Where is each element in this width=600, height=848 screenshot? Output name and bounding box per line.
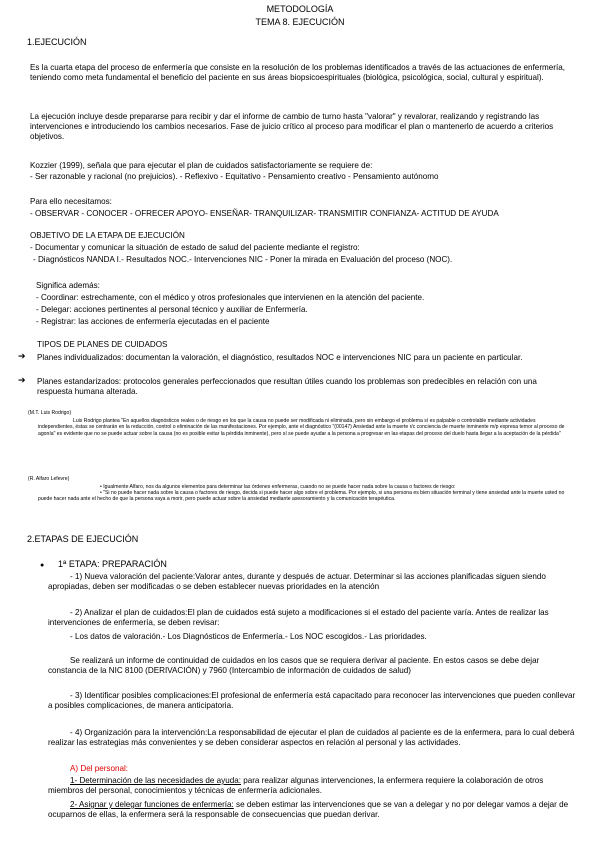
etapa1-heading: 1ª ETAPA: PREPARACIÓN [58, 559, 167, 569]
doc-title: METODOLOGÍA [266, 4, 334, 14]
personal-item-2 [48, 800, 576, 820]
kozzier-line: Kozzier (1999), señala que para ejecutar el plan de cuidados satisfactoriamente se requiere de: [30, 161, 373, 170]
kozzier-items: - Ser razonable y racional (no prejuicios). - Reflexivo - Equitativo - Pensamiento creativo - Pensamiento autónomo [30, 172, 439, 181]
significa-item-3: - Registrar: las acciones de enfermería ejecutadas en el paciente [36, 317, 270, 326]
step-4: - 4) Organización para la intervención:La responsabilidad de ejecutar el plan de cuidados al paciente es de la enfermera, para lo cual deberá realizar las estrategias más convenientes y se deben considerar aspectos en relación al personal y las actividades. [48, 728, 575, 748]
personal-heading: A) Del personal: [70, 764, 129, 773]
quote2-line-1: • Igualmente Alfaro, nos da algunos elementos para determinar las órdenes enfermeras, cuando no se puede hacer nada sobre la causa o factores de riesgo: [100, 484, 456, 490]
objective-line-2: - Diagnósticos NANDA I.- Resultados NOC.- Intervenciones NIC - Poner la mirada en Evaluación del proceso (NOC). [33, 255, 453, 264]
significa-item-2: - Delegar: acciones pertinentes al personal técnico y auxiliar de Enfermería. [36, 305, 308, 314]
quote2-line-2: • "Si no puede hacer nada sobre la causa o factores de riesgo, decida si puede hacer algo sobre el problema. Por ejemplo, si una persona es bien situación terminal y tiene ansiedad ante la muerte usted no puede hacer nada ante el hecho de que la persona vaya a morir, pero puede actuar sobre la ansiedad mediante asesoramiento y la comunicación terapéutica. [38, 490, 565, 503]
personal-item-2-label: 2- Asignar y delegar funciones de enfermería: [70, 800, 234, 809]
bullet-icon: ● [40, 562, 45, 569]
ejecucion-paragraph: La ejecución incluye desde prepararse para recibir y dar el informe de cambio de turno hasta "valorar" y revalorar, realizando y registrando las intervenciones e introduciendo los cambios necesarios. Fase de juicio crítico al proceso para modificar el plan o mantenerlo de acuerdo a criterios objetivos. [30, 112, 554, 142]
step-1: - 1) Nueva valoración del paciente:Valorar antes, durante y después de actuar. Determinar si las acciones planificadas siguen siendo apropiadas, deben ser modificadas o se deben establecer nuevas prioridades en la atención [48, 572, 546, 592]
personal-item-1-label: 1- Determinación de las necesidades de ayuda: [70, 776, 241, 785]
personal-item-1 [48, 776, 576, 796]
step-2: - 2) Analizar el plan de cuidados:El plan de cuidados está sujeto a modificaciones si el estado del paciente varía. Antes de realizar las intervenciones de enfermería, se deben revisar: [48, 608, 549, 628]
needs-items: - OBSERVAR - CONOCER - OFRECER APOYO- ENSEÑAR- TRANQUILIZAR- TRANSMITIR CONFIANZA- ACTITUD DE AYUDA [30, 209, 499, 218]
informe-continuidad: Se realizará un informe de continuidad de cuidados en los casos que se requiera derivar al paciente. En estos casos se debe dejar constancia de la NIC 8100 (DERIVACIÓN) y 7960 (Intercambio de información de cuidados de salud) [48, 656, 540, 676]
arrow-icon: ➔ [18, 375, 26, 385]
objective-line-1: - Documentar y comunicar la situación de estado de salud del paciente mediante el registro: [30, 243, 360, 252]
tipo-estandarizado: Planes estandarizados: protocolos generales perfeccionados que resultan útiles cuando los problemas son predecibles en relación con una respuesta humana alterada. [37, 377, 537, 397]
arrow-icon: ➔ [18, 351, 26, 361]
doc-subtitle: TEMA 8. EJECUCIÓN [255, 17, 345, 27]
section1-heading: 1.EJECUCIÓN [27, 37, 87, 47]
objective-heading: OBJETIVO DE LA ETAPA DE EJECUCIÓN [30, 231, 185, 240]
tipo-individualizado: Planes individualizados: documentan la valoración, el diagnóstico, resultados NOC e intervenciones NIC para un paciente en particular. [37, 353, 523, 362]
significa-heading: Significa además: [36, 281, 100, 290]
quote2-author: (R. Alfaro Lefevre) [28, 476, 70, 482]
tipos-heading: TIPOS DE PLANES DE CUIDADOS [37, 340, 168, 349]
significa-item-1: - Coordinar: estrechamente, con el médico y otros profesionales que intervienen en la atención del paciente. [36, 293, 425, 302]
section2-heading: 2.ETAPAS DE EJECUCIÓN [27, 534, 139, 544]
quote1-author: (M.T. Luis Rodrigo) [28, 410, 72, 416]
intro-paragraph: Es la cuarta etapa del proceso de enfermería que consiste en la resolución de los problemas identificados a través de las actuaciones de enfermería, teniendo como meta fundamental el beneficio del paciente en sus áreas biopsicoespirituales (biológica, psicológica, social, cultural y espiritual). [30, 63, 565, 83]
personal-item-1-text: para realizar algunas intervenciones, la enfermera requiere la colaboración de otros miembros del personal, conocimientos y técnicas de enfermería adicionales. [48, 776, 544, 796]
quote1-text: Luis Rodrigo plantea "En aquellos diagnósticos reales o de riesgo en los que la causa no puede ser modificada ni eliminada, pero sin embargo el problema sí es palpable o controlable mediante actividades independientes, éstas se centrarán en la reducción, control o eliminación de las manifestaciones. Por ejemplo, ante el diagnóstico "(00147) Ansiedad ante la muerte r/c conciencia de muerte inminente m/p expresa temor al proceso de agonía" es evidente que no se puede actuar sobre la causa (no es posible evitar la pérdida inminente), pero sí se puede ayudar a la persona a progresar en las etapas del proceso del duelo hasta llegar a la aceptación de la pérdida" [38, 418, 565, 437]
personal-item-2-text: se deben estimar las intervenciones que se van a delegar y no por delegar vamos a dejar de ocuparnos de ellas, la enfermera será la responsable de consecuencias que puedan derivar. [48, 800, 569, 820]
step-2-items: - Los datos de valoración.- Los Diagnósticos de Enfermería.- Los NOC escogidos.- Las prioridades. [70, 632, 427, 641]
needs-line: Para ello necesitamos: [30, 197, 112, 206]
step-3: - 3) Identificar posibles complicaciones:El profesional de enfermería está capacitado para reconocer las intervenciones que pueden conllevar a posibles complicaciones, de manera anticipatoria. [48, 691, 576, 711]
